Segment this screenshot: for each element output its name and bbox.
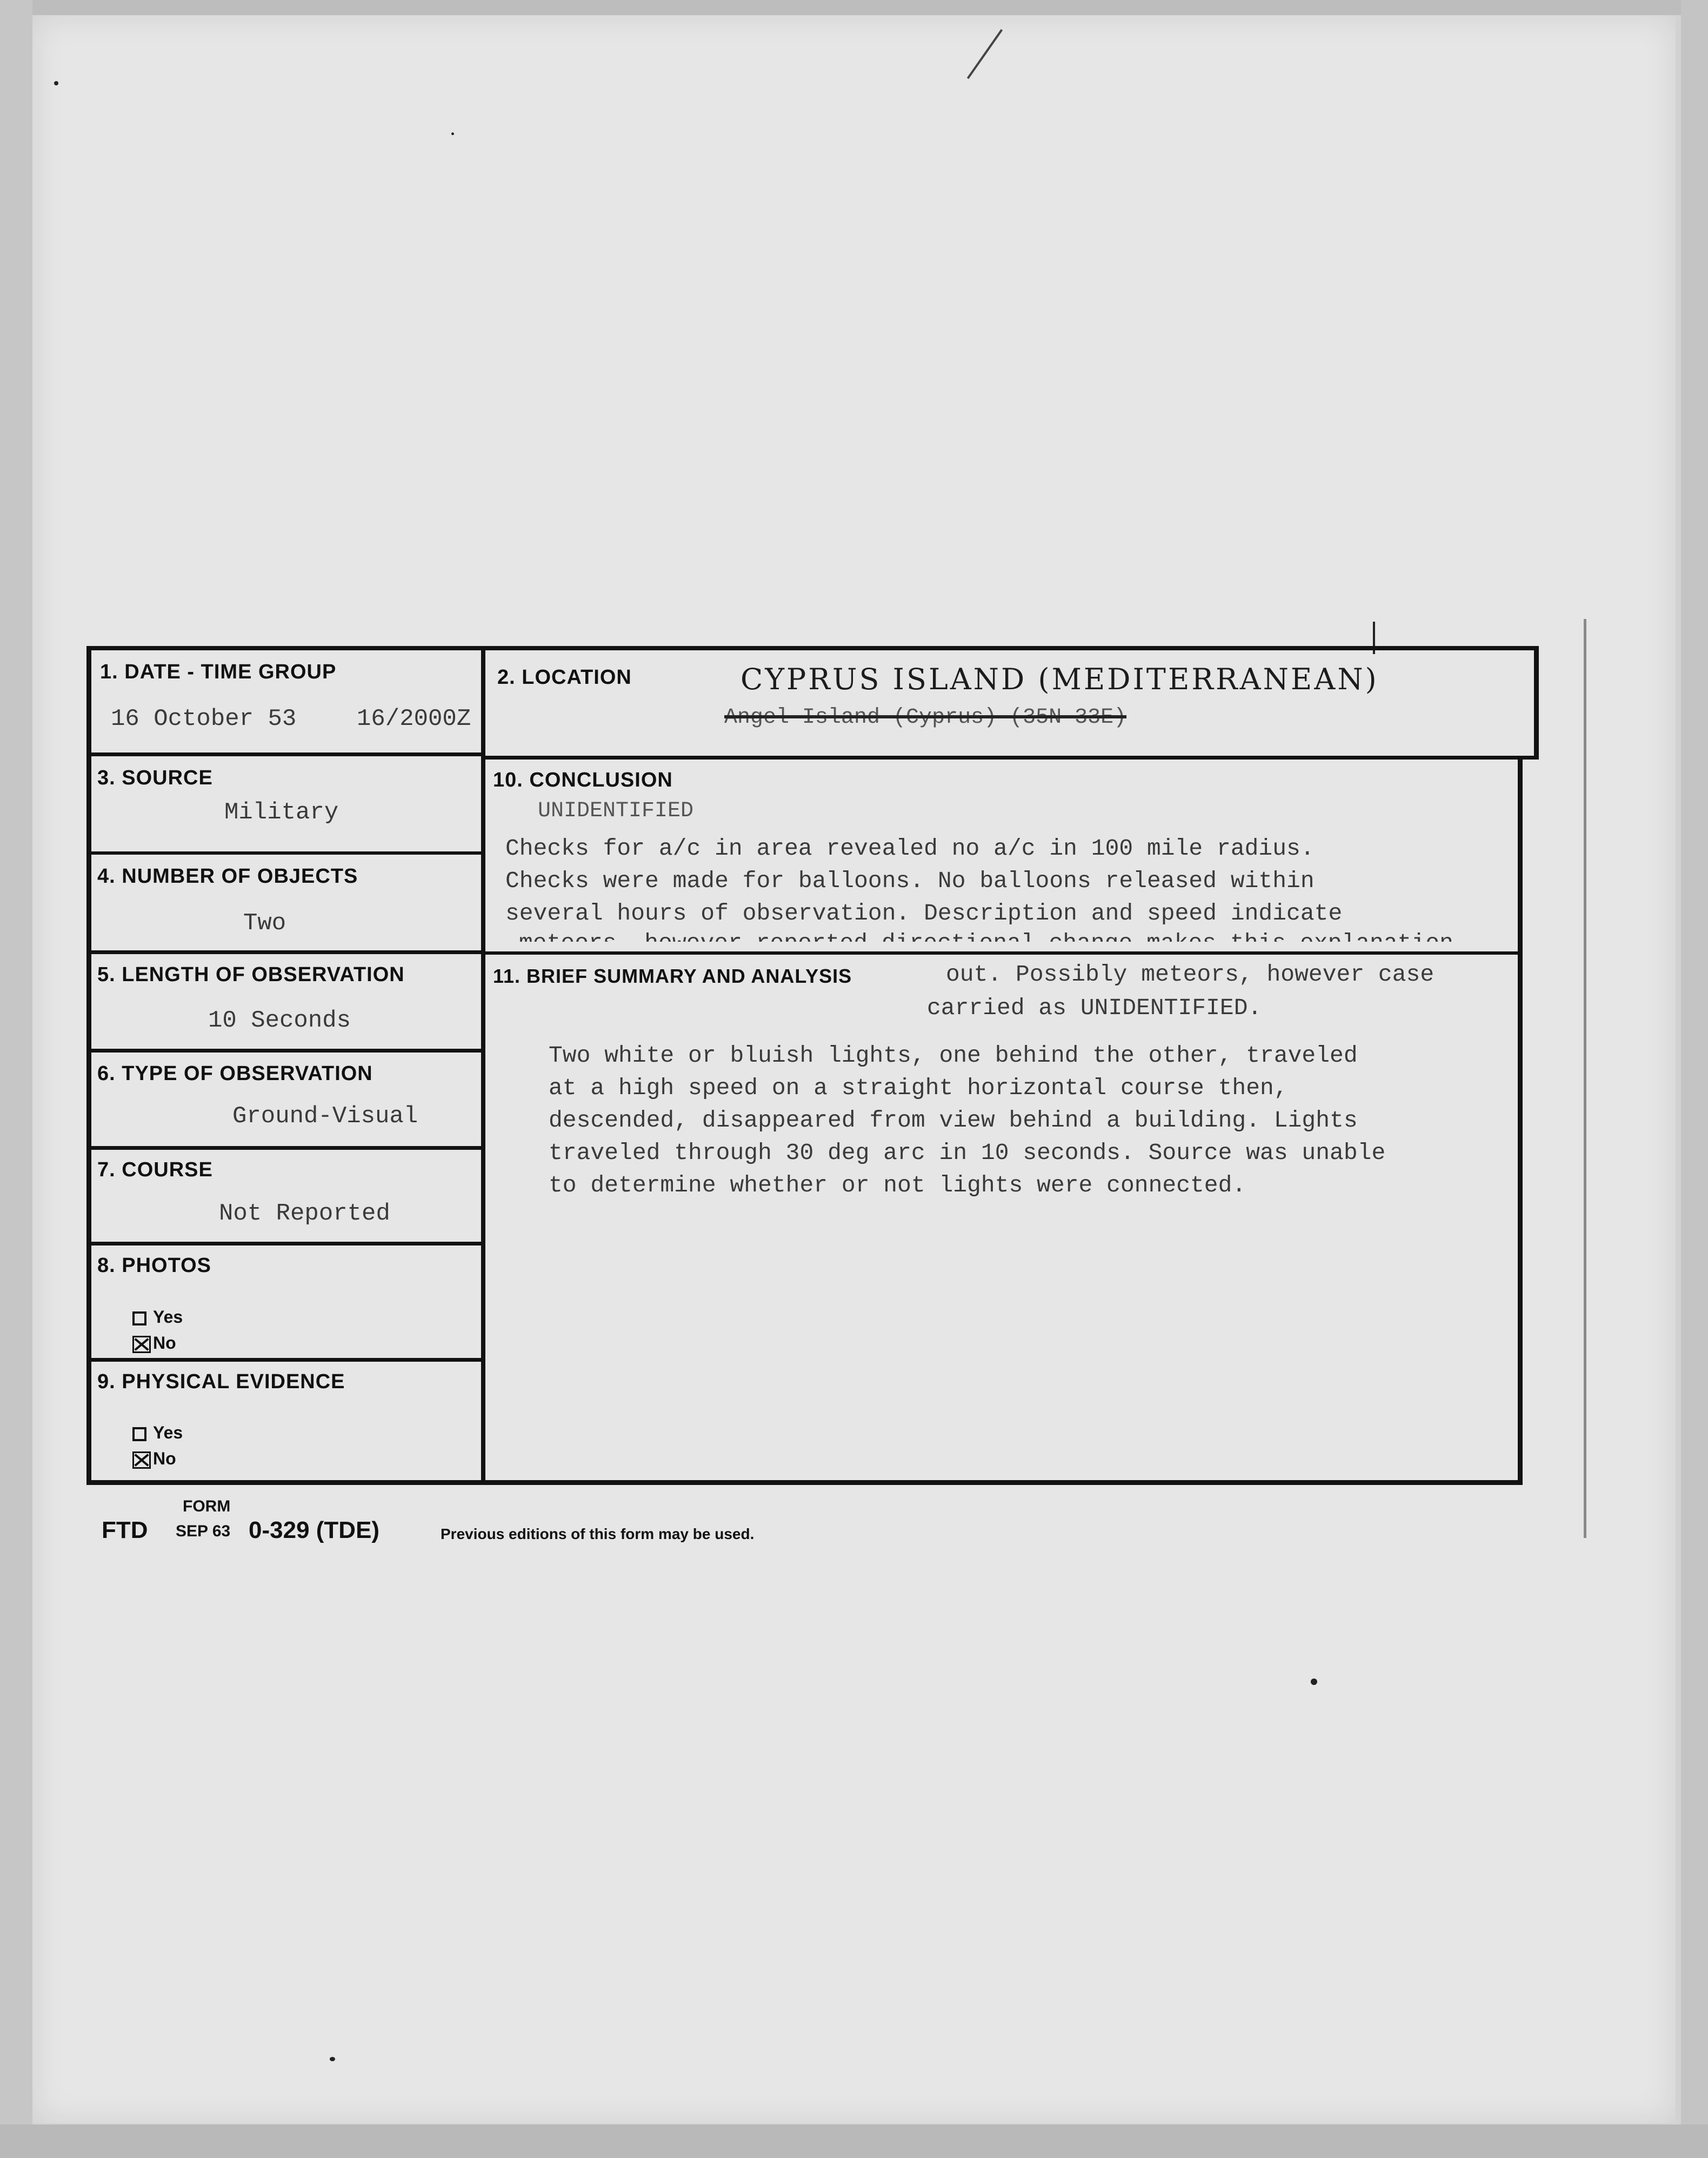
checkbox-empty-icon (132, 1427, 146, 1441)
row-divider-3 (86, 851, 485, 855)
photos-yes-option (132, 1307, 183, 1327)
conclusion-line-2: Checks were made for balloons. No balloons released within (505, 868, 1315, 894)
row-divider-1 (86, 752, 485, 756)
location-bottom-divider (481, 756, 1538, 760)
conclusion-line-1: Checks for a/c in area revealed no a/c in 100 mile radius. (505, 835, 1315, 862)
checkbox-empty-icon (132, 1311, 146, 1326)
length-of-observation-value: 10 Seconds (208, 1007, 351, 1034)
form-border-top (86, 646, 1538, 650)
row-divider-5 (86, 1049, 485, 1053)
film-edge-left (0, 0, 32, 2158)
conclusion-heading: UNIDENTIFIED (538, 799, 694, 823)
location-label: 2. LOCATION (497, 666, 632, 689)
footer-ftd: FTD (102, 1517, 148, 1543)
photos-yes-label: Yes (153, 1307, 183, 1327)
film-speck (451, 132, 454, 135)
row-divider-8 (86, 1358, 485, 1362)
conclusion-bottom-divider (481, 951, 1522, 955)
number-of-objects-value: Two (243, 910, 286, 937)
conclusion-line-6: carried as UNIDENTIFIED. (927, 995, 1262, 1021)
film-speck (330, 2057, 335, 2061)
type-of-observation-label: 6. TYPE OF OBSERVATION (97, 1062, 373, 1085)
photos-label: 8. PHOTOS (97, 1254, 212, 1277)
checkbox-checked-icon (132, 1336, 151, 1353)
number-of-objects-label: 4. NUMBER OF OBJECTS (97, 865, 358, 888)
summary-line-4: traveled through 30 deg arc in 10 seconds. Source was unable (549, 1140, 1386, 1166)
conclusion-label: 10. CONCLUSION (493, 769, 673, 791)
film-edge-top (0, 0, 1708, 15)
film-speck (1311, 1679, 1317, 1685)
physical-evidence-yes-option (132, 1423, 183, 1443)
footer-note: Previous editions of this form may be used. (441, 1526, 755, 1542)
film-edge-right (1681, 0, 1708, 2158)
course-value: Not Reported (219, 1200, 390, 1227)
location-handwritten: CYPRUS ISLAND (MEDITERRANEAN) (740, 662, 1379, 696)
form-border-right-lower (1518, 757, 1523, 1485)
row-divider-7 (86, 1242, 485, 1245)
physical-evidence-no-option (132, 1449, 176, 1469)
scratch-mark (1584, 619, 1586, 1538)
type-of-observation-value: Ground-Visual (232, 1103, 418, 1130)
photos-no-option (132, 1333, 176, 1353)
course-label: 7. COURSE (97, 1158, 213, 1181)
physical-evidence-label: 9. PHYSICAL EVIDENCE (97, 1370, 345, 1393)
summary-label: 11. BRIEF SUMMARY AND ANALYSIS (493, 965, 852, 987)
location-struck-text: Angel Island (Cyprus) (35N 33E) (724, 705, 1127, 730)
footer-form-number: 0-329 (TDE) (249, 1517, 380, 1543)
summary-line-1: Two white or bluish lights, one behind the other, traveled (549, 1042, 1358, 1069)
footer-sep63: SEP 63 (176, 1522, 231, 1540)
form-border-right (1534, 646, 1539, 760)
row-divider-6 (86, 1146, 485, 1150)
date-value: 16 October 53 (111, 705, 297, 732)
checkbox-checked-icon (132, 1451, 151, 1469)
film-speck (54, 81, 58, 85)
physical-evidence-yes-label: Yes (153, 1423, 183, 1442)
physical-evidence-no-label: No (153, 1449, 176, 1468)
length-of-observation-label: 5. LENGTH OF OBSERVATION (97, 963, 405, 986)
date-time-group-label: 1. DATE - TIME GROUP (100, 661, 337, 683)
time-value: 16/2000Z (357, 705, 471, 732)
summary-line-2: at a high speed on a straight horizontal course then, (549, 1075, 1288, 1101)
form-border-bottom (89, 1480, 1522, 1485)
conclusion-line-3: several hours of observation. Description and speed indicate (505, 900, 1343, 927)
summary-line-5: to determine whether or not lights were connected. (549, 1172, 1246, 1198)
source-value: Military (224, 799, 339, 826)
film-edge-bottom (0, 2124, 1708, 2158)
row-divider-4 (86, 950, 485, 954)
footer-form-word: FORM (183, 1497, 231, 1515)
source-label: 3. SOURCE (97, 767, 213, 789)
summary-line-3: descended, disappeared from view behind a building. Lights (549, 1107, 1358, 1134)
photos-no-label: No (153, 1333, 176, 1353)
conclusion-line-5: out. Possibly meteors, however case (946, 961, 1435, 988)
